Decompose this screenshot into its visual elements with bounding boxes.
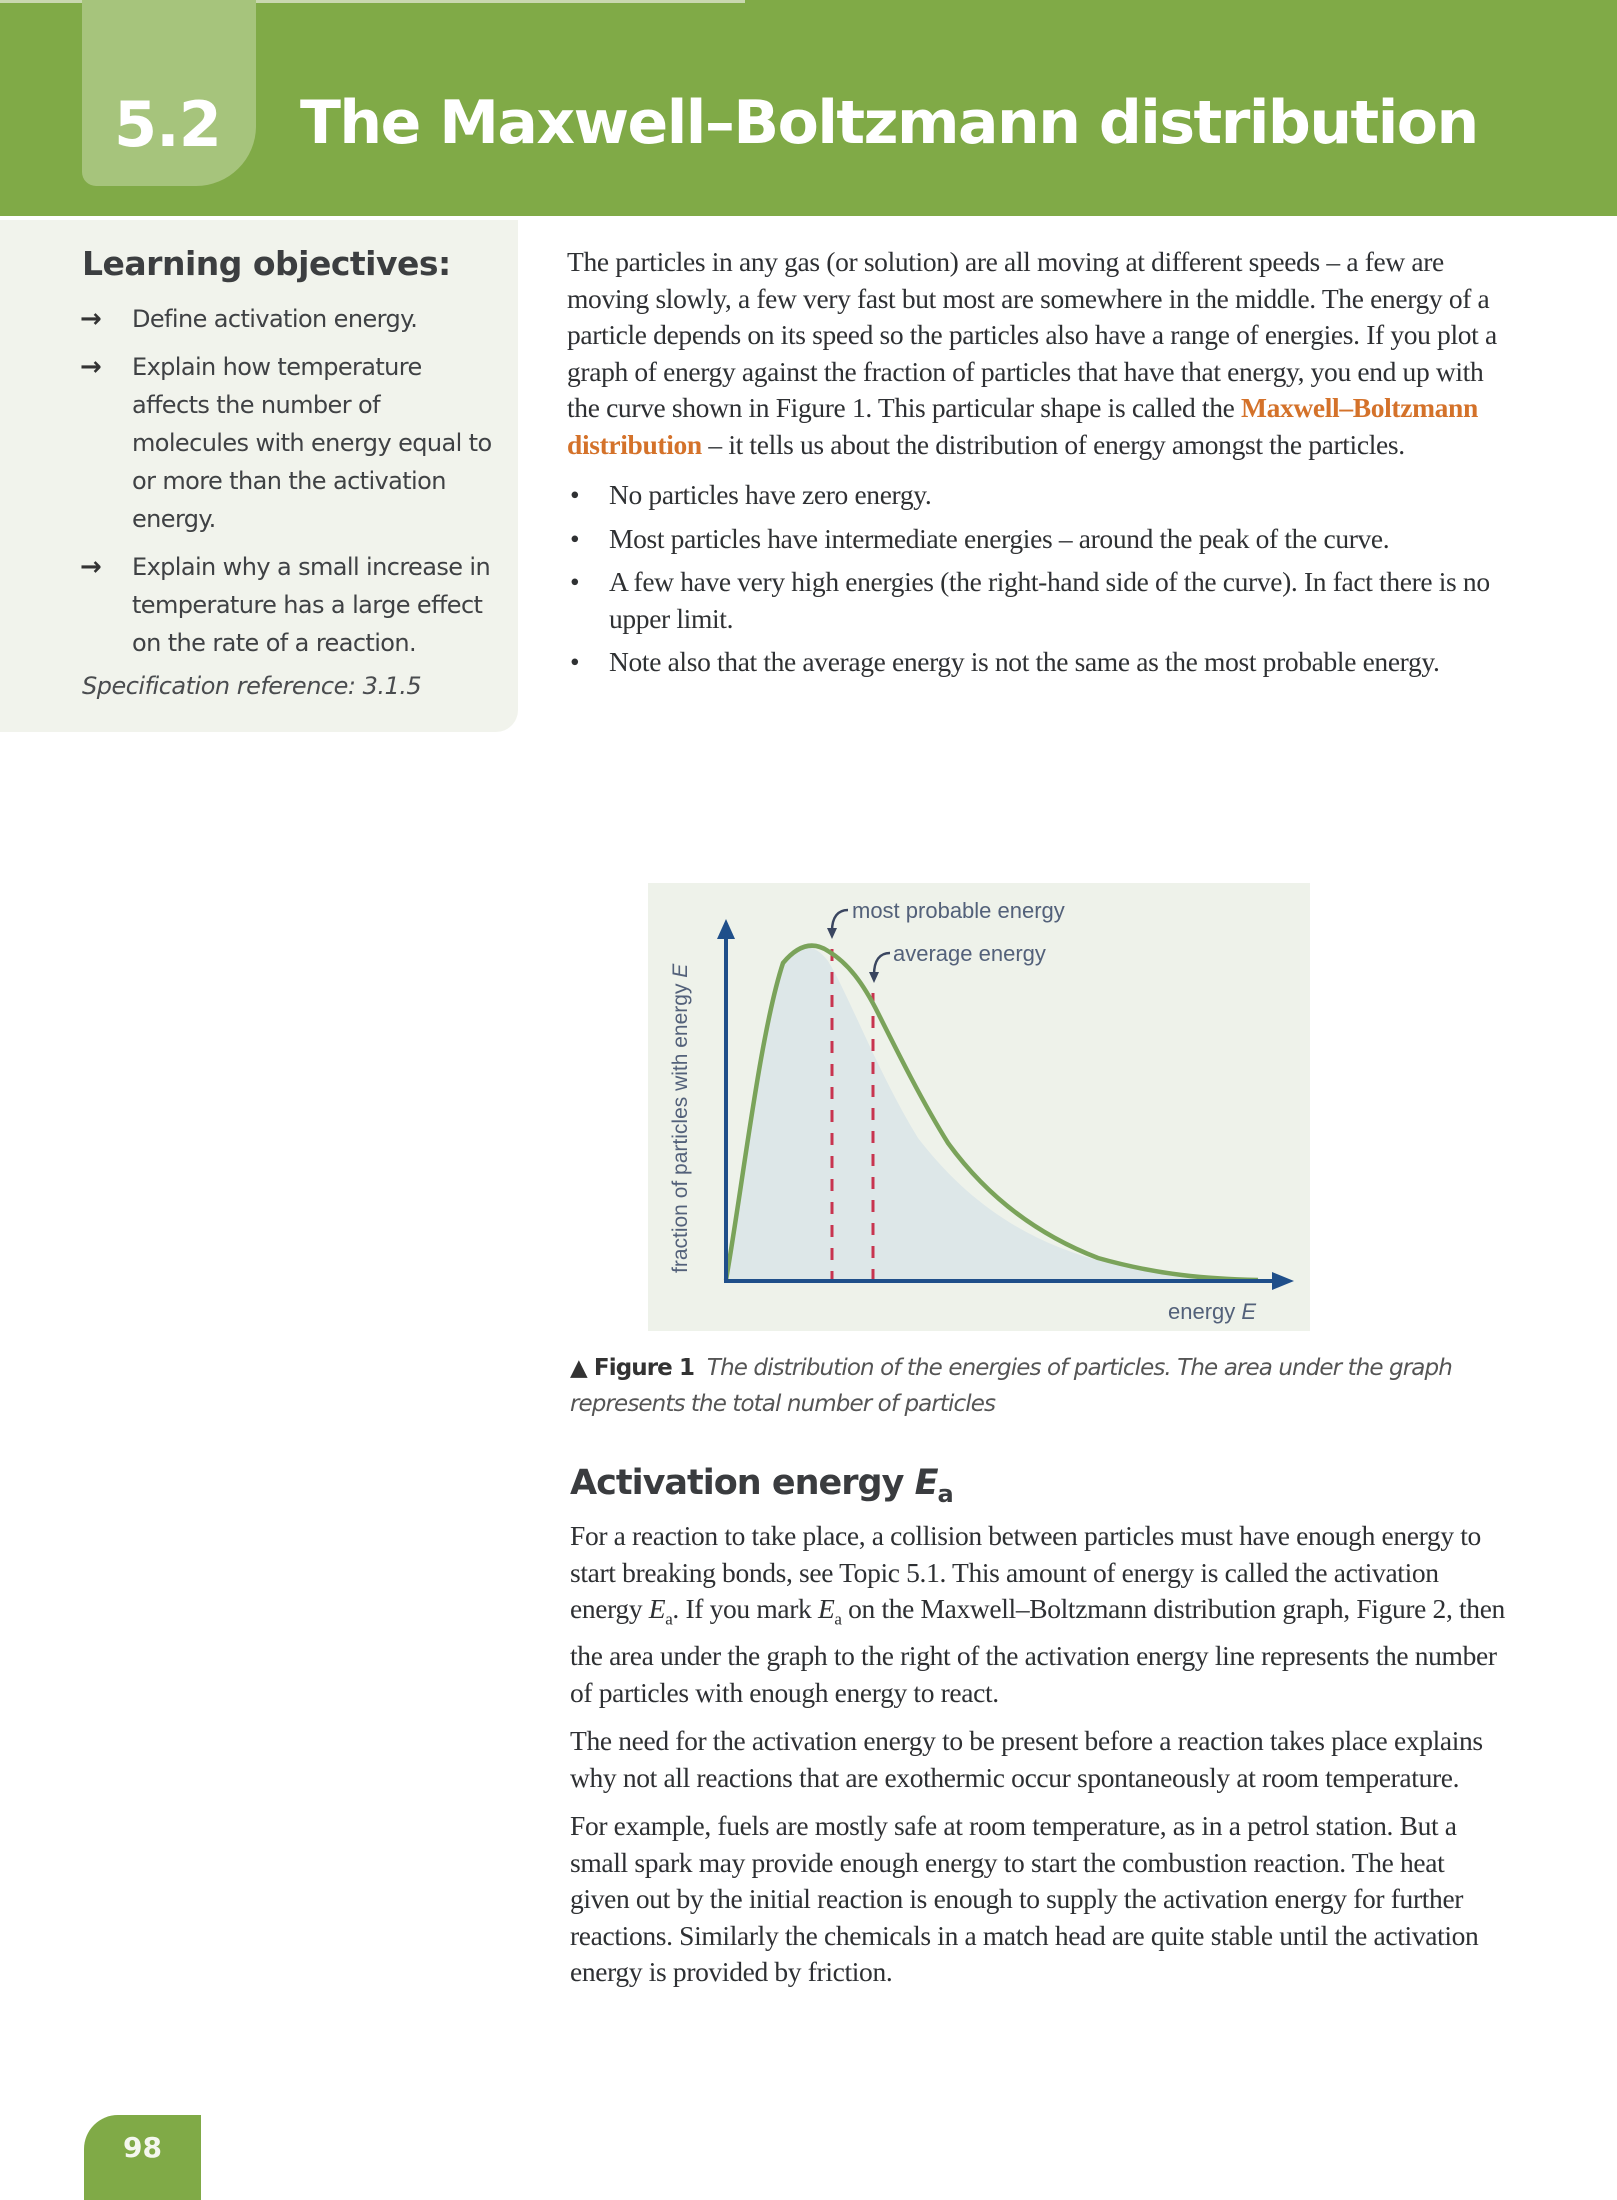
arrow-right-icon: → — [80, 552, 102, 582]
objectives-list — [80, 300, 500, 672]
y-axis-arrow-icon — [717, 919, 735, 939]
heading-variable: E — [914, 1463, 938, 1503]
bullet-item — [567, 644, 1507, 681]
section-number: 5.2 — [114, 88, 221, 161]
figure-label: ▲ Figure 1 — [570, 1355, 695, 1381]
bullet-text: Note also that the average energy is not the same as the most probable energy. — [609, 646, 1440, 677]
p1-text-a: For a reaction to take place, a collision between particles must have enough energy to start breaking bonds, see Topic 5.1. This amount of energy is called the activation energy — [570, 1520, 1481, 1624]
page-number-tab — [84, 2115, 201, 2200]
y-axis-variable: E — [669, 963, 692, 978]
y-axis-label — [669, 963, 692, 1273]
intro-text-a: The particles in any gas (or solution) are all moving at different speeds – a few are moving slowly, a few very fast but most are somewhere in the middle. The energy of a particle depends on its speed so the particles also have a range of energies. If you plot a graph of energy against the fraction of particles that have that energy, you end up with the curve shown in Figure 1. This particular shape is called the — [567, 246, 1497, 423]
bullet-list — [567, 477, 1507, 681]
p1-text-b: . If you mark — [672, 1593, 818, 1624]
key-term: Maxwell–Boltzmann distribution — [567, 392, 1478, 460]
most-probable-pointer-icon — [832, 910, 848, 931]
bullet-icon: • — [570, 646, 580, 677]
specification-reference: Specification reference: 3.1.5 — [82, 672, 422, 700]
x-axis-label-text: energy — [1168, 1299, 1242, 1324]
bullet-text: A few have very high energies (the right-hand side of the curve). In fact there is no upper limit. — [609, 566, 1490, 634]
caption-text: The distribution of the energies of particles. The area under the graph represents the total number of particles — [570, 1355, 1452, 1417]
most-probable-label: most probable energy — [852, 898, 1065, 923]
x-axis-label — [1168, 1299, 1256, 1324]
p1-text-c: on the Maxwell–Boltzmann distribution graph, Figure 2, then the area under the graph to the right of the activation energy line represents the number of particles with enough energy to react. — [570, 1593, 1505, 1708]
activation-paragraph-3: For example, fuels are mostly safe at room temperature, as in a petrol station. But a small spark may provide enough energy to start the combustion reaction. The heat given out by the initial reaction is enough to supply the activation energy for further reactions. Similarly the chemicals in a match head are quite stable until the activation energy is provided by friction. — [570, 1810, 1479, 1987]
average-pointer-icon — [874, 953, 890, 975]
average-energy-label: average energy — [893, 941, 1046, 966]
bullet-item — [567, 564, 1507, 637]
bullet-item — [567, 477, 1507, 514]
ea-subscript: a — [665, 1609, 673, 1629]
pointer-head-icon — [869, 972, 879, 983]
x-axis-variable: E — [1241, 1299, 1257, 1324]
bullet-icon: • — [570, 479, 580, 510]
bullet-item — [567, 521, 1507, 558]
objective-item — [80, 548, 500, 662]
intro-paragraph — [567, 244, 1507, 463]
figure-caption — [570, 1350, 1510, 1422]
bullet-icon: • — [570, 566, 580, 597]
page-title: The Maxwell–Boltzmann distribution — [300, 88, 1478, 158]
objective-item — [80, 348, 500, 538]
activation-energy-heading — [570, 1463, 953, 1508]
page-number: 98 — [123, 2131, 162, 2164]
distribution-chart — [648, 883, 1310, 1331]
activation-paragraph-2: The need for the activation energy to be present before a reaction takes place explains why not all reactions that are exothermic occur spontaneously at room temperature. — [570, 1725, 1483, 1793]
bullet-text: Most particles have intermediate energies – around the peak of the curve. — [609, 522, 1390, 554]
objective-text: Define activation energy. — [132, 305, 418, 333]
heading-text: Activation energy — [570, 1463, 915, 1503]
arrow-right-icon: → — [80, 352, 102, 382]
bullet-text: No particles have zero energy. — [609, 479, 932, 510]
intro-section — [567, 244, 1507, 688]
objective-text: Explain how temperature affects the number of molecules with energy equal to or more than the activation energy. — [132, 353, 492, 533]
learning-objectives-box — [0, 220, 518, 732]
y-axis-label-text: fraction of particles with energy — [669, 977, 692, 1273]
objective-item — [80, 300, 500, 338]
x-axis-arrow-icon — [1272, 1272, 1294, 1290]
maxwell-boltzmann-figure — [648, 883, 1310, 1331]
arrow-right-icon: → — [80, 304, 102, 334]
activation-paragraph-1 — [570, 1518, 1510, 1711]
intro-text-b: – it tells us about the distribution of energy amongst the particles. — [701, 428, 1405, 460]
objectives-title: Learning objectives: — [82, 244, 451, 283]
heading-subscript: a — [937, 1480, 953, 1508]
objective-text: Explain why a small increase in temperature has a large effect on the rate of a reaction. — [132, 553, 491, 657]
chapter-header — [0, 0, 1617, 216]
ea-subscript: a — [834, 1609, 842, 1629]
activation-energy-section — [570, 1518, 1510, 2003]
bullet-icon: • — [570, 522, 580, 554]
ea-variable: E — [817, 1593, 835, 1624]
ea-variable: E — [648, 1593, 666, 1624]
pointer-head-icon — [827, 928, 837, 939]
area-under-curve — [726, 948, 1258, 1280]
